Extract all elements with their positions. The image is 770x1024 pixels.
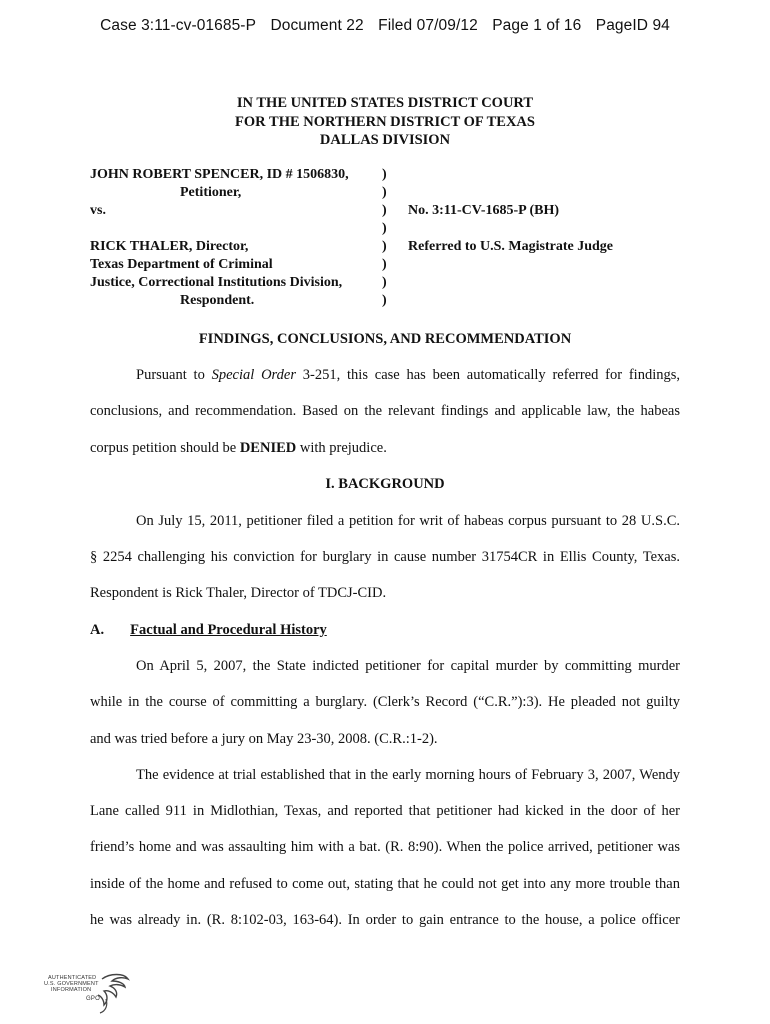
logo-line-3: INFORMATION — [51, 987, 92, 993]
intro-text: corpus petition should be — [90, 440, 240, 456]
respondent-line-3: Justice, Correctional Institutions Division, — [90, 275, 343, 290]
petitioner-role: Petitioner, — [180, 185, 242, 200]
history-line-6: friend’s home and was assaulting him with a bat. (R. 8:90). When the police arrived, petitioner was — [90, 839, 680, 855]
history-line-7: inside of the home and refused to come out, stating that he could not get into any more trouble than — [90, 876, 680, 892]
court-heading — [0, 94, 770, 150]
history-line-3: and was tried before a jury on May 23-30, 2008. (C.R.:1-2). — [90, 731, 438, 747]
court-line-2: FOR THE NORTHERN DISTRICT OF TEXAS — [235, 113, 535, 130]
caption-parentheses — [382, 166, 394, 310]
paren: ) — [382, 293, 387, 308]
page-number: Page 1 of 16 — [492, 17, 582, 34]
paren: ) — [382, 167, 387, 182]
referred-note: Referred to U.S. Magistrate Judge — [408, 239, 614, 254]
logo-line-4: GPO — [86, 996, 100, 1002]
intro-line-2: conclusions, and recommendation. Based on the relevant findings and applicable law, the habeas — [90, 403, 680, 419]
respondent-role: Respondent. — [180, 293, 255, 308]
eagle-icon — [94, 973, 132, 1015]
caption-spacer — [90, 220, 390, 238]
logo-line-1: AUTHENTICATED — [48, 975, 97, 981]
respondent-line-1: RICK THALER, Director, — [90, 239, 249, 254]
history-line-4: The evidence at trial established that in the early morning hours of February 3, 2007, Wendy — [136, 767, 680, 783]
document-number: Document 22 — [270, 17, 364, 34]
court-line-1: IN THE UNITED STATES DISTRICT COURT — [236, 95, 534, 111]
background-line-1: On July 15, 2011, petitioner filed a petition for writ of habeas corpus pursuant to 28 U.S.C. — [136, 513, 680, 529]
subsection-title: Factual and Procedural History — [130, 622, 327, 638]
paren: ) — [382, 257, 387, 272]
case-number: Case 3:11-cv-01685-P — [100, 17, 257, 34]
petitioner-name: JOHN ROBERT SPENCER, ID # 1506830, — [90, 167, 349, 182]
paren: ) — [382, 185, 387, 200]
history-line-2: while in the course of committing a burglary. (Clerk’s Record (“C.R.”):3). He pleaded not guilty — [90, 694, 680, 710]
subsection-letter: A. — [90, 622, 105, 638]
logo-line-2: U.S. GOVERNMENT — [44, 981, 99, 987]
intro-text: with prejudice. — [296, 440, 387, 456]
document-title: FINDINGS, CONCLUSIONS, AND RECOMMENDATION — [198, 331, 572, 347]
intro-text: 3-251, this case has been automatically referred for findings, — [295, 367, 680, 383]
page-id: PageID 94 — [595, 17, 670, 34]
history-line-8: he was already in. (R. 8:102-03, 163-64). In order to gain entrance to the house, a police officer — [90, 912, 680, 928]
paren: ) — [382, 239, 387, 254]
background-line-2: § 2254 challenging his conviction for burglary in cause number 31754CR in Ellis County, Texas. — [90, 549, 680, 565]
filed-date: Filed 07/09/12 — [378, 17, 478, 34]
history-line-5: Lane called 911 in Midlothian, Texas, and reported that petitioner had kicked in the door of her — [90, 803, 680, 819]
intro-text: Pursuant to — [136, 367, 212, 383]
special-order-ref: Special Order — [211, 367, 296, 383]
case-caption-parties — [90, 166, 390, 310]
background-line-3: Respondent is Rick Thaler, Director of TDCJ-CID. — [90, 585, 387, 601]
document-header — [0, 17, 770, 35]
intro-line-1 — [90, 367, 680, 384]
intro-line-3 — [90, 440, 680, 457]
gpo-authentication-logo — [42, 975, 132, 1015]
subsection-heading — [90, 622, 327, 639]
paren: ) — [382, 221, 387, 236]
respondent-line-2: Texas Department of Criminal — [90, 257, 273, 272]
section-heading-background: I. BACKGROUND — [325, 476, 445, 492]
court-line-3: DALLAS DIVISION — [319, 132, 451, 148]
case-no: No. 3:11-CV-1685-P (BH) — [408, 203, 559, 218]
paren: ) — [382, 275, 387, 290]
history-line-1: On April 5, 2007, the State indicted petitioner for capital murder by committing murder — [136, 658, 680, 674]
versus: vs. — [90, 203, 106, 218]
denied-text: DENIED — [239, 440, 297, 456]
paren: ) — [382, 203, 387, 218]
